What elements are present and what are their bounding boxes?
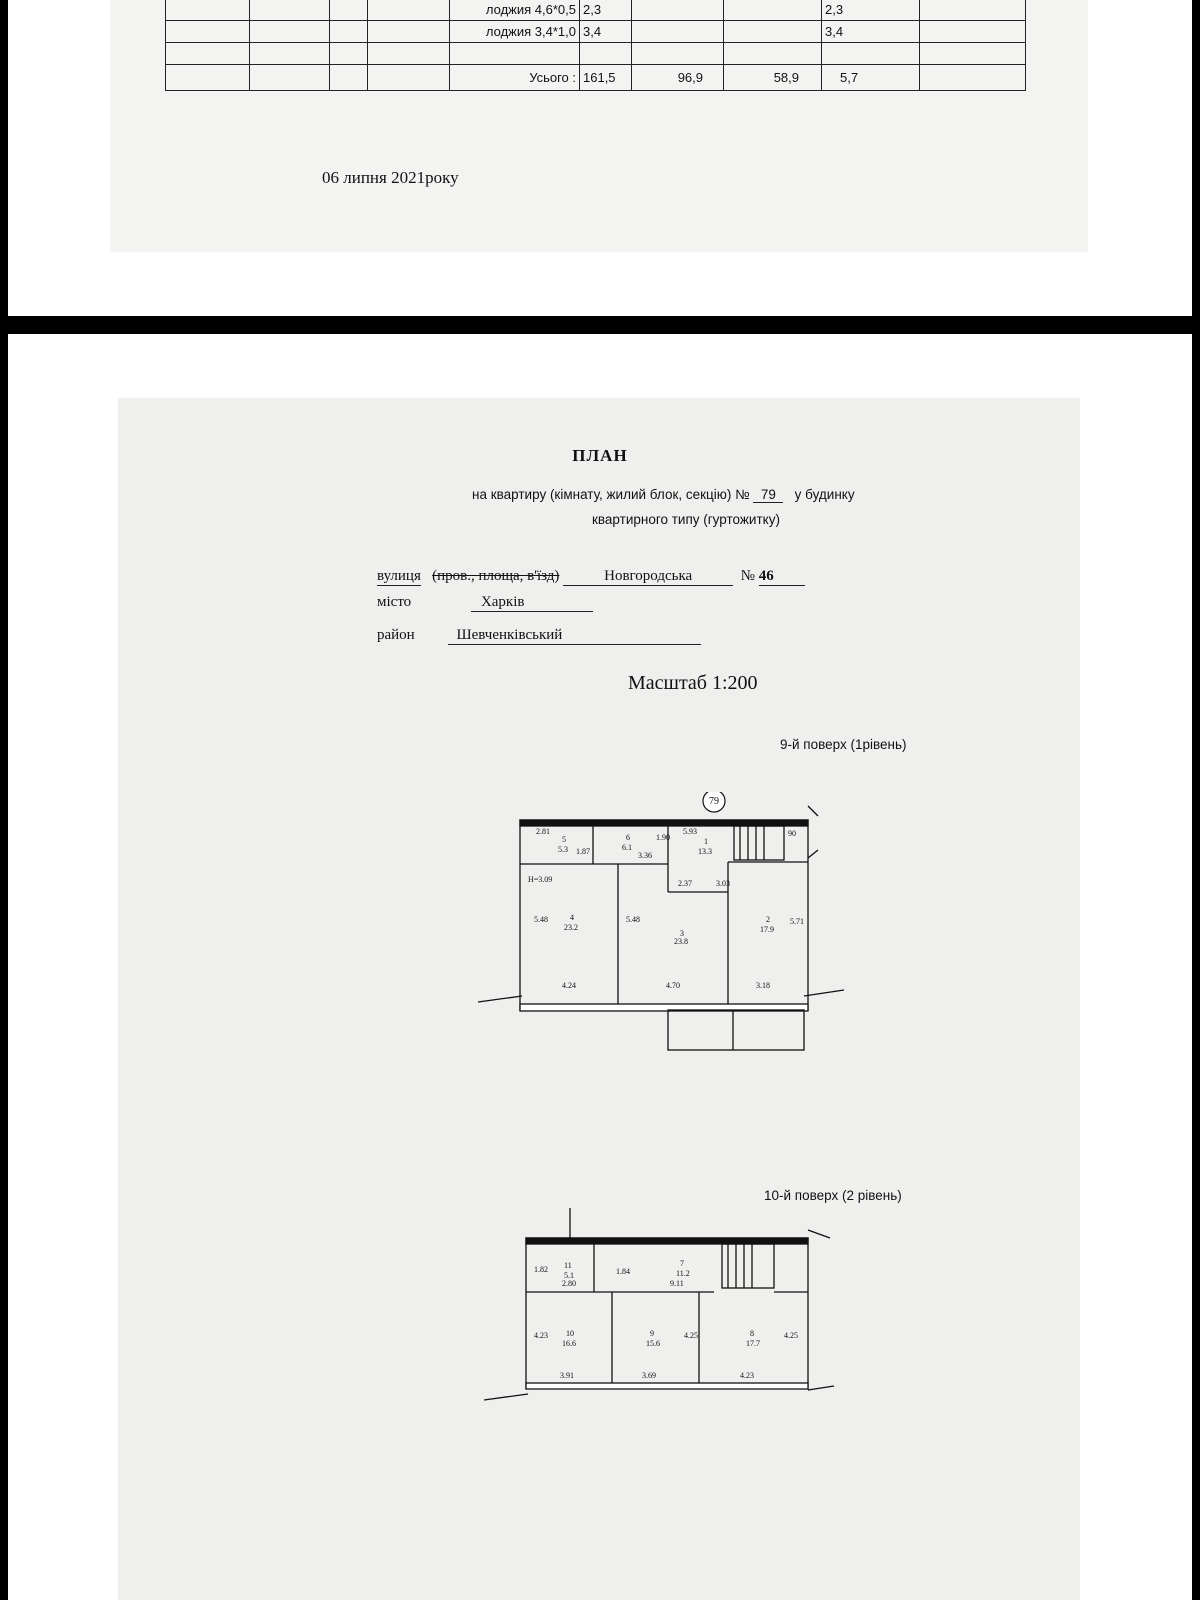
- room-number: 5: [562, 835, 566, 844]
- totals-c3: 5,7: [822, 65, 920, 91]
- cell-total: 2,3: [580, 0, 632, 21]
- dim-label: 90: [788, 829, 796, 838]
- cell-c1: [632, 0, 724, 21]
- document-date: 06 липня 2021року: [322, 168, 459, 187]
- room-number: 8: [750, 1329, 754, 1338]
- dim-label: 1.87: [576, 847, 590, 856]
- house-label: №: [740, 568, 755, 584]
- street-label: вулиця: [377, 568, 421, 584]
- totals-total: 161,5: [580, 65, 632, 91]
- plan-line-1-suffix: у будинку: [794, 487, 855, 502]
- dim-label: 1.82: [534, 1265, 548, 1274]
- totals-c2: 58,9: [724, 65, 822, 91]
- room-area: 23.2: [564, 923, 578, 932]
- city-value: Харків: [471, 594, 593, 612]
- room-area: 23.8: [674, 937, 688, 946]
- cell-c3: 3,4: [822, 21, 920, 43]
- cell-c3: 2,3: [822, 0, 920, 21]
- dim-label: 2.80: [562, 1279, 576, 1288]
- dim-label: 3.36: [638, 851, 652, 860]
- room-number: 4: [570, 913, 574, 922]
- room-area: 17.7: [746, 1339, 760, 1348]
- room-number: 7: [680, 1259, 684, 1268]
- room-area: 16.6: [562, 1339, 576, 1348]
- dim-label: 4.25: [684, 1331, 698, 1340]
- street-alt-label: (пров., площа, в'їзд): [432, 568, 560, 584]
- dim-label: 3.18: [756, 981, 770, 990]
- scale-label: Масштаб 1:200: [628, 672, 758, 694]
- dim-label: 5.71: [790, 917, 804, 926]
- room-number: 6: [626, 833, 630, 842]
- totals-c1: 96,9: [632, 65, 724, 91]
- plan-line-2: квартирного типу (гуртожитку): [592, 512, 780, 527]
- floor-1-loggia: [668, 1010, 804, 1050]
- floor-1-plan: [478, 792, 868, 1062]
- row-label: лоджия 4,6*0,5: [450, 0, 580, 21]
- city-line: [377, 594, 593, 612]
- dim-label: 5.93: [683, 827, 697, 836]
- floor-2-staircase: [722, 1244, 774, 1288]
- house-number: 46: [759, 568, 805, 586]
- cell-c2: [724, 0, 822, 21]
- dim-label: 9.11: [670, 1279, 684, 1288]
- room-number: 9: [650, 1329, 654, 1338]
- dim-label: 2.37: [678, 879, 692, 888]
- plan-title: ПЛАН: [572, 446, 628, 465]
- cell-c2: [724, 21, 822, 43]
- room-number: 1: [704, 837, 708, 846]
- room-area: 5.3: [558, 845, 568, 854]
- district-value: Шевченківський: [448, 627, 701, 645]
- table-row: [166, 21, 1026, 43]
- floor-2-top-wall: [526, 1238, 808, 1244]
- district-label: район: [377, 627, 415, 643]
- dim-label: 5.48: [534, 915, 548, 924]
- city-label: місто: [377, 594, 412, 610]
- room-number: 11: [564, 1261, 572, 1270]
- floor-1-label: 9-й поверх (1рівень): [780, 737, 907, 752]
- dim-label: 3.91: [560, 1371, 574, 1380]
- apartment-marker-label: 79: [709, 796, 719, 807]
- dim-label: 3.03: [716, 879, 730, 888]
- dim-label: 4.24: [562, 981, 576, 990]
- room-area: 15.6: [646, 1339, 660, 1348]
- room-number: 3: [680, 929, 684, 938]
- room-area: 13.3: [698, 847, 712, 856]
- dim-label: 4.70: [666, 981, 680, 990]
- apartment-number: 79: [753, 487, 783, 503]
- row-label: лоджия 3,4*1,0: [450, 21, 580, 43]
- dim-label: 1.90: [656, 833, 670, 842]
- dim-label: 1.84: [616, 1267, 630, 1276]
- room-area: 11.2: [676, 1269, 690, 1278]
- dim-label: 2.81: [536, 827, 550, 836]
- room-area: 17.9: [760, 925, 774, 934]
- table-row: [166, 0, 1026, 21]
- dim-label: 4.23: [534, 1331, 548, 1340]
- plan-line-1: [472, 487, 855, 503]
- street-line: [377, 568, 805, 586]
- dim-label: 4.23: [740, 1371, 754, 1380]
- floor-2-plan: [484, 1208, 854, 1418]
- floor-2-label: 10-й поверх (2 рівень): [764, 1188, 902, 1203]
- cell-total: 3,4: [580, 21, 632, 43]
- room-area: 6.1: [622, 843, 632, 852]
- floor-1-staircase: [734, 826, 784, 860]
- plan-line-1-prefix: на квартиру (кімнату, жилий блок, секцію) №: [472, 487, 750, 502]
- dim-label: 5.48: [626, 915, 640, 924]
- cell-c1: [632, 21, 724, 43]
- dim-label: Н=3.09: [528, 875, 553, 884]
- dim-label: 3.69: [642, 1371, 656, 1380]
- totals-label: Усього :: [450, 65, 580, 91]
- street-value: Новгородська: [563, 568, 733, 586]
- totals-row: [166, 65, 1026, 91]
- dim-label: 4.25: [784, 1331, 798, 1340]
- area-table: [165, 0, 1026, 91]
- room-area: 5.1: [564, 1271, 574, 1280]
- room-number: 2: [766, 915, 770, 924]
- room-number: 10: [566, 1329, 574, 1338]
- district-line: [377, 627, 701, 645]
- floor-1-top-wall: [520, 820, 808, 826]
